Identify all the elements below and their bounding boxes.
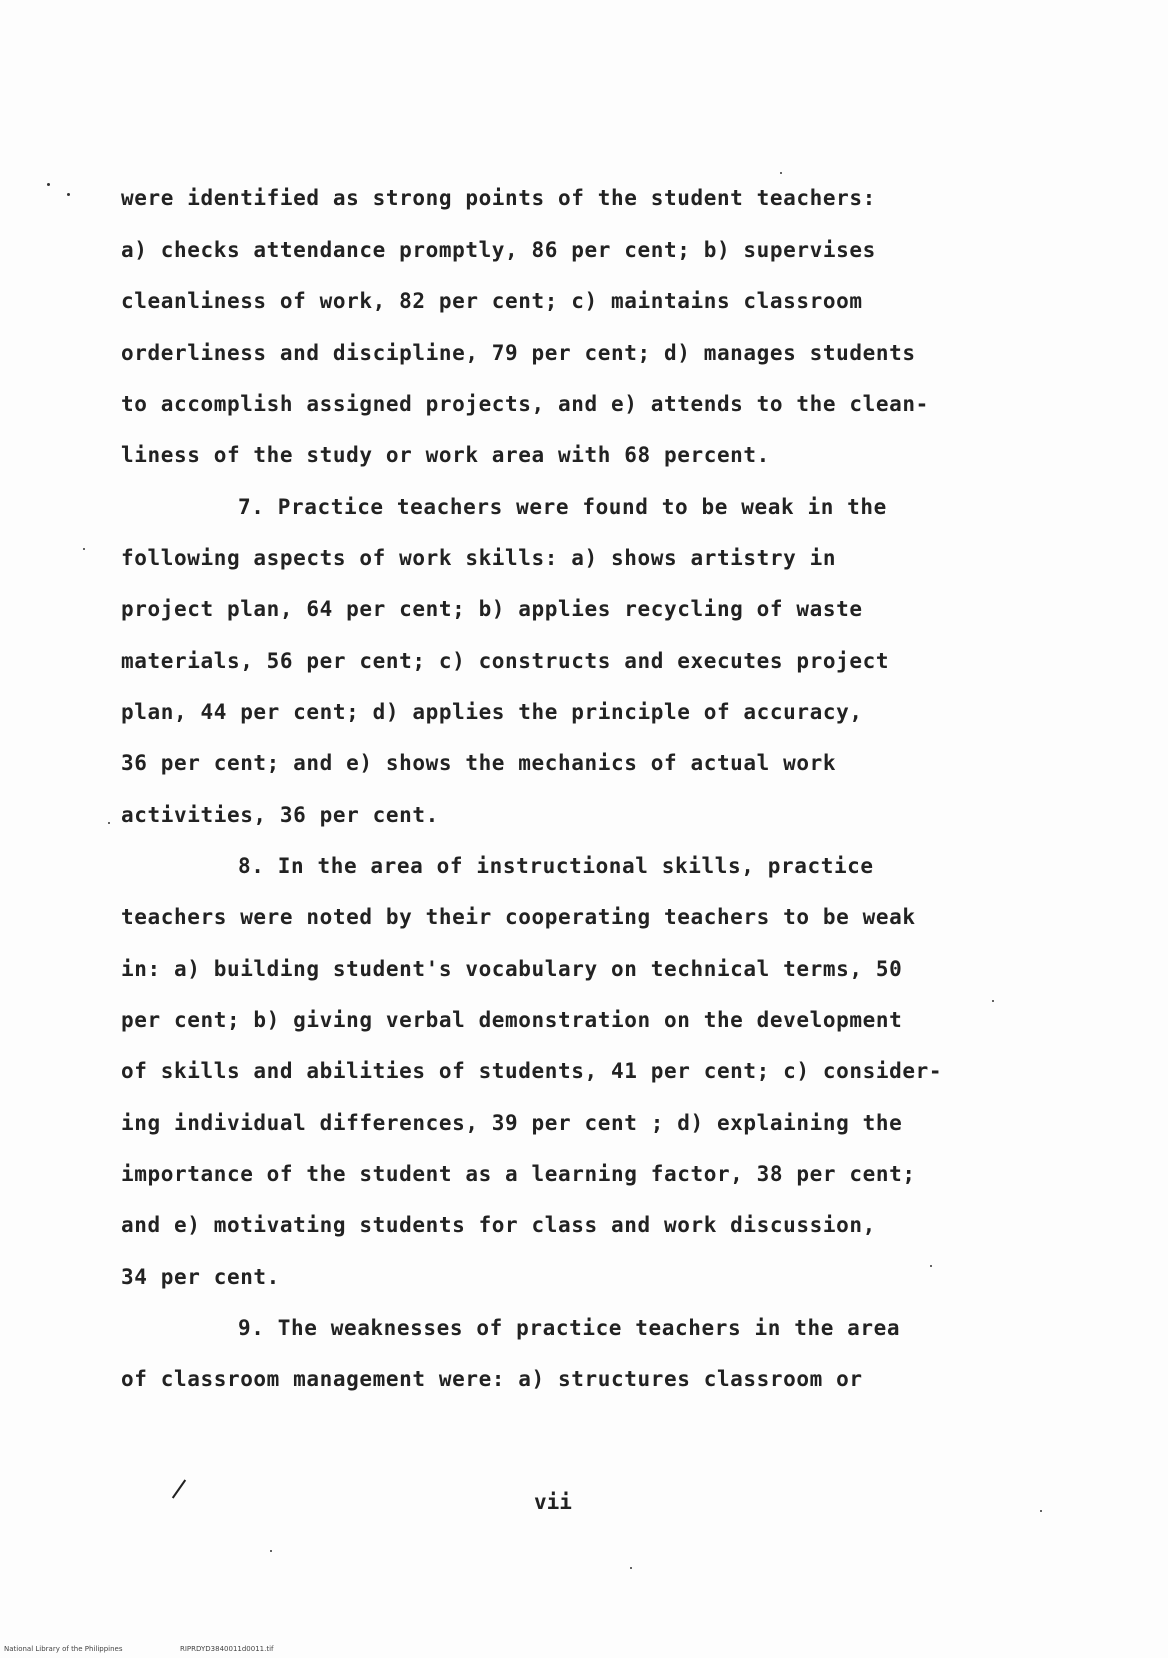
- paragraph-7-start: 7. Practice teachers were found to be weak in the: [238, 495, 887, 519]
- text-line-10: materials, 56 per cent; c) constructs and executes project: [121, 649, 890, 673]
- text-line-1: were identified as strong points of the student teachers:: [121, 186, 876, 210]
- text-line-24: of classroom management were: a) structures classroom or: [121, 1367, 863, 1391]
- scan-speck: [1040, 1510, 1042, 1512]
- text-line-18: of skills and abilities of students, 41 per cent; c) consider-: [121, 1059, 943, 1083]
- text-line-8: following aspects of work skills: a) shows artistry in: [121, 546, 837, 570]
- text-line-9: project plan, 64 per cent; b) applies recycling of waste: [121, 597, 863, 621]
- paragraph-9-start: 9. The weaknesses of practice teachers in the area: [238, 1316, 901, 1340]
- scan-speck: [270, 1550, 272, 1552]
- scan-speck: [47, 183, 50, 186]
- text-line-11: plan, 44 per cent; d) applies the principle of accuracy,: [121, 700, 863, 724]
- text-line-12: 36 per cent; and e) shows the mechanics of actual work: [121, 751, 837, 775]
- scan-speck: [630, 1567, 632, 1569]
- text-line-13: activities, 36 per cent.: [121, 803, 439, 827]
- paragraph-8-start: 8. In the area of instructional skills, practice: [238, 854, 874, 878]
- text-line-3: cleanliness of work, 82 per cent; c) maintains classroom: [121, 289, 863, 313]
- text-line-21: and e) motivating students for class and work discussion,: [121, 1213, 876, 1237]
- pen-mark: [172, 1479, 186, 1498]
- text-line-17: per cent; b) giving verbal demonstration on the development: [121, 1008, 903, 1032]
- text-line-4: orderliness and discipline, 79 per cent; d) manages students: [121, 341, 916, 365]
- page-number: vii: [534, 1490, 572, 1514]
- text-line-15: teachers were noted by their cooperating teachers to be weak: [121, 905, 916, 929]
- scan-speck: [992, 1000, 994, 1002]
- scan-speck: [67, 193, 70, 196]
- scan-speck: [108, 822, 110, 824]
- text-line-5: to accomplish assigned projects, and e) attends to the clean-: [121, 392, 929, 416]
- footer-library-label: National Library of the Philippines: [4, 1645, 123, 1653]
- scan-speck: [930, 1265, 932, 1267]
- scan-speck: [780, 172, 782, 174]
- text-line-16: in: a) building student's vocabulary on technical terms, 50: [121, 957, 903, 981]
- scan-speck: [83, 548, 85, 550]
- text-line-20: importance of the student as a learning factor, 38 per cent;: [121, 1162, 916, 1186]
- footer-file-id: RIPRDYD3840011d0011.tif: [180, 1645, 274, 1653]
- text-line-2: a) checks attendance promptly, 86 per cent; b) supervises: [121, 238, 876, 262]
- text-line-22: 34 per cent.: [121, 1265, 280, 1289]
- text-line-19: ing individual differences, 39 per cent ; d) explaining the: [121, 1111, 903, 1135]
- text-line-6: liness of the study or work area with 68 percent.: [121, 443, 770, 467]
